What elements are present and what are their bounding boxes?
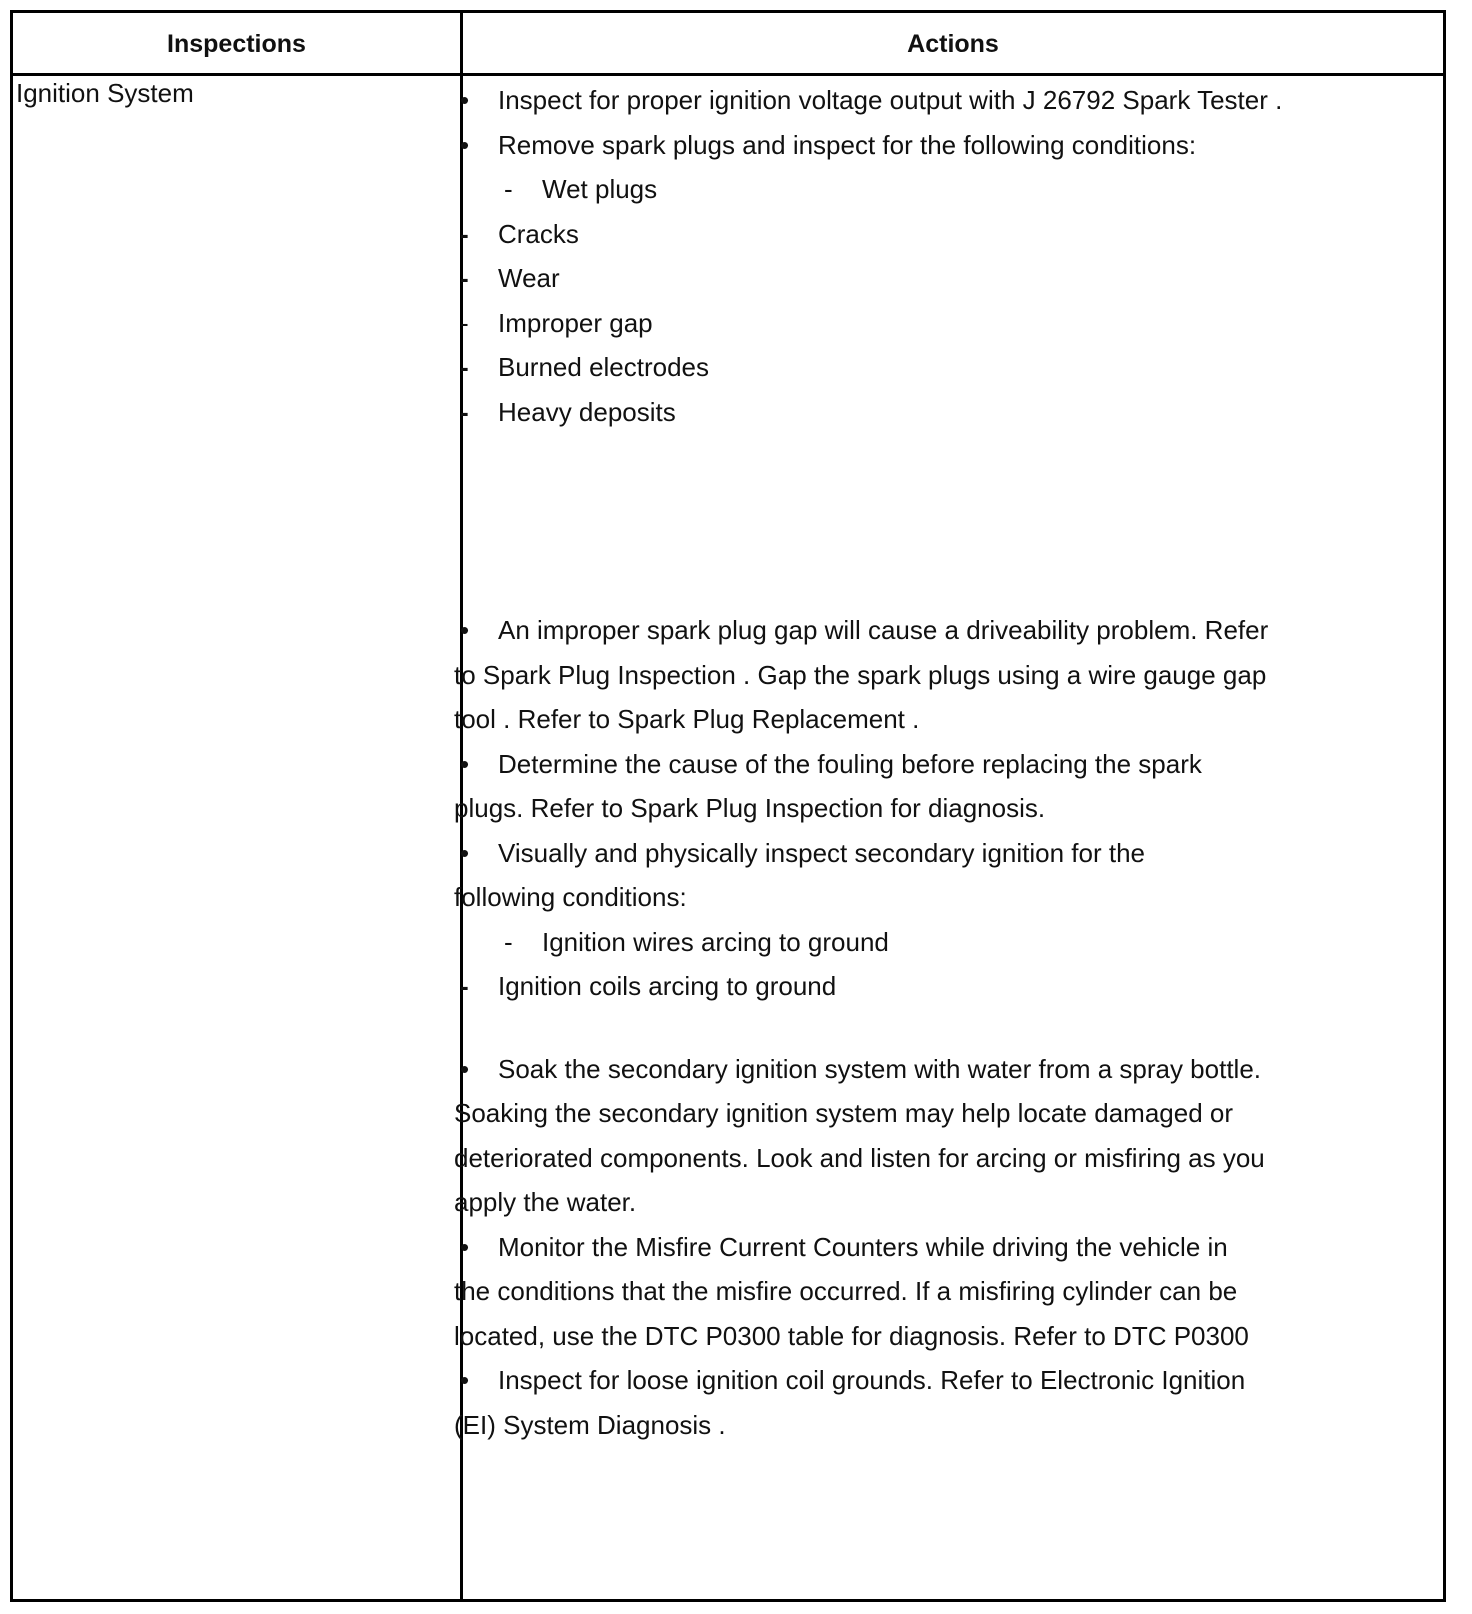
action-text: Visually and physically inspect secondary ignition for the [498, 837, 1145, 868]
header-inspections: Inspections [167, 30, 306, 58]
dash: - [460, 352, 469, 382]
action-text-continued: deteriorated components. Look and listen for arcing or misfiring as you [454, 1142, 1265, 1173]
action-text-continued: located, use the DTC P0300 table for diagnosis. Refer to DTC P0300 [454, 1320, 1249, 1351]
condition-text: Burned electrodes [498, 352, 710, 382]
header-divider [13, 73, 1443, 76]
condition-item [454, 964, 1354, 1009]
action-text: Determine the cause of the fouling before replacing the spark [498, 748, 1202, 779]
dash: - [460, 263, 469, 293]
dash: - [460, 396, 469, 427]
condition-item [454, 167, 1354, 212]
spacer [454, 434, 1354, 608]
action-text: Monitor the Misfire Current Counters while driving the vehicle in [498, 1231, 1228, 1262]
action-text: Remove spark plugs and inspect for the following conditions: [498, 129, 1197, 160]
condition-item [454, 301, 1354, 346]
bullet: • [460, 85, 470, 115]
action-text: Inspect for loose ignition coil grounds. Refer to Electronic Ignition [498, 1365, 1246, 1395]
action-item [454, 123, 1354, 168]
bullet: • [460, 748, 470, 779]
condition-item [454, 256, 1354, 301]
condition-text: Wear [498, 263, 560, 293]
dash: - [504, 174, 513, 204]
condition-text: Wet plugs [542, 174, 658, 204]
dash: - [460, 971, 469, 1001]
action-text: Inspect for proper ignition voltage output with J 26792 Spark Tester . [498, 85, 1283, 115]
condition-text: Ignition wires arcing to ground [542, 926, 889, 957]
action-text: Soak the secondary ignition system with water from a spray bottle. [498, 1053, 1262, 1084]
condition-item [454, 345, 1354, 390]
action-text-continued: to Spark Plug Inspection . Gap the spark plugs using a wire gauge gap [454, 659, 1267, 690]
action-text-continued: plugs. Refer to Spark Plug Inspection for diagnosis. [454, 793, 1046, 823]
condition-item [454, 920, 1354, 965]
action-text-continued: apply the water. [454, 1187, 637, 1217]
condition-item [454, 390, 1354, 435]
dash: - [460, 218, 469, 249]
bullet: • [460, 615, 470, 645]
bullet: • [460, 1231, 470, 1262]
bullet: • [460, 837, 470, 868]
action-text-continued: tool . Refer to Spark Plug Replacement . [454, 704, 920, 734]
bullet: • [460, 129, 470, 160]
action-item [454, 78, 1354, 123]
header-actions: Actions [907, 30, 999, 58]
dash: - [504, 926, 513, 957]
inspection-ignition-system: Ignition System [16, 78, 194, 108]
action-text: An improper spark plug gap will cause a driveability problem. Refer [498, 615, 1269, 645]
action-text-continued: the conditions that the misfire occurred. If a misfiring cylinder can be [454, 1276, 1238, 1306]
actions-cell [454, 78, 1354, 1447]
condition-text: Improper gap [498, 307, 653, 338]
condition-text: Cracks [498, 218, 579, 249]
action-item [454, 1358, 1354, 1403]
bullet: • [460, 1365, 470, 1395]
action-text-continued: (EI) System Diagnosis . [454, 1409, 726, 1440]
condition-item [454, 212, 1354, 257]
dash: - [460, 307, 469, 338]
action-item [454, 742, 1354, 787]
condition-text: Heavy deposits [498, 396, 676, 427]
action-item [454, 608, 1354, 653]
action-item [454, 831, 1354, 876]
condition-text: Ignition coils arcing to ground [498, 971, 837, 1001]
action-text-continued: Soaking the secondary ignition system may help locate damaged or [454, 1098, 1233, 1128]
action-text-continued: following conditions: [454, 882, 687, 912]
spacer [454, 1009, 1354, 1047]
bullet: • [460, 1053, 470, 1084]
action-item [454, 1225, 1354, 1270]
action-item [454, 1047, 1354, 1092]
